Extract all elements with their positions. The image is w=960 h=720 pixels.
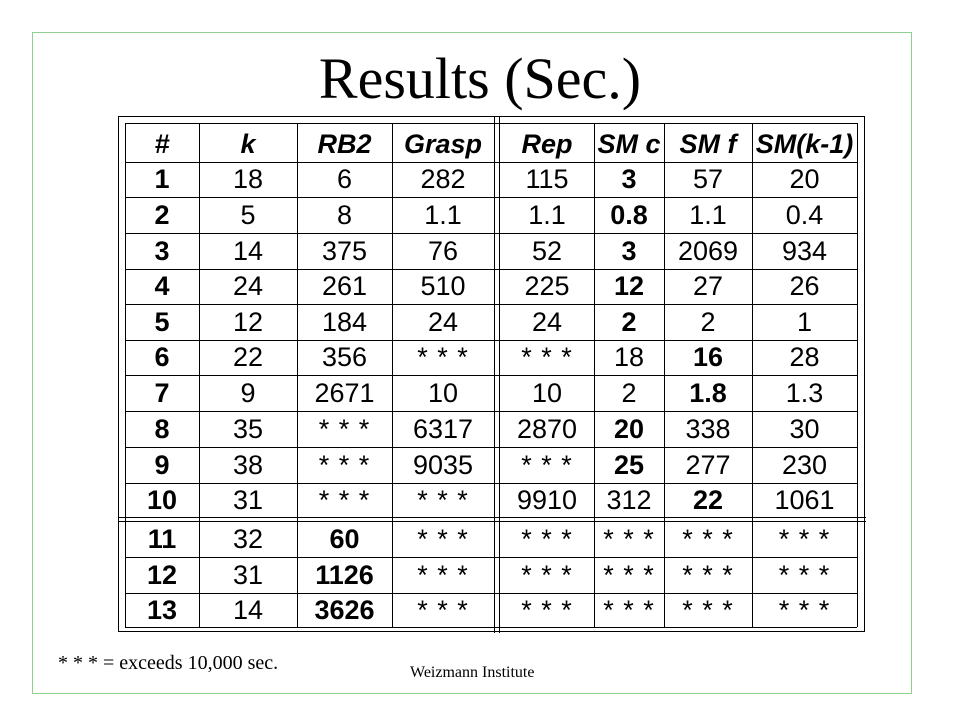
column-header: SM f — [679, 129, 737, 159]
table-cell: * * * — [682, 523, 734, 554]
table-cell: 225 — [524, 271, 570, 301]
table-cell: 375 — [321, 235, 368, 266]
table-cell: 18 — [232, 164, 264, 194]
row-index-cell: 2 — [154, 199, 170, 230]
column-header: SM c — [597, 129, 661, 159]
row-index-cell: 11 — [147, 523, 177, 554]
row-index-cell: 4 — [154, 271, 170, 301]
table-cell: 22 — [232, 342, 264, 372]
table-cell: 1.1 — [528, 199, 566, 230]
table-cell: 9 — [240, 377, 256, 408]
table-cell: 31 — [232, 559, 264, 590]
table-cell: * * * — [417, 484, 469, 515]
table-cell: 230 — [781, 449, 828, 480]
table-cell: * * * — [417, 523, 469, 554]
row-index-cell: 3 — [154, 235, 170, 266]
table-cell: * * * — [778, 594, 831, 625]
footnote: * * * = exceeds 10,000 sec. — [58, 652, 279, 674]
table-cell: 60 — [329, 523, 360, 554]
table-cell: 277 — [685, 449, 731, 480]
table-cell: 24 — [232, 271, 264, 301]
table-cell: * * * — [521, 449, 573, 480]
table-cell: 312 — [606, 484, 652, 515]
table-cell: 3 — [621, 164, 637, 194]
row-divider — [125, 123, 857, 124]
table-cell: 18 — [613, 342, 645, 372]
table-cell: 52 — [531, 235, 563, 266]
table-cell: * * * — [318, 413, 371, 444]
table-cell: 38 — [232, 449, 264, 480]
table-cell: 76 — [427, 235, 459, 266]
table-cell: * * * — [603, 523, 655, 554]
table-cell: 27 — [692, 271, 724, 301]
table-cell: 10 — [427, 377, 459, 408]
table-cell: 57 — [692, 164, 724, 194]
table-cell: 261 — [321, 271, 368, 301]
table-cell: 1 — [796, 306, 813, 337]
table-cell: * * * — [682, 594, 734, 625]
row-index-cell: 1 — [154, 164, 170, 194]
table-cell: 0.4 — [785, 199, 824, 230]
table-cell: 2 — [621, 306, 637, 337]
table-cell: 14 — [232, 235, 264, 266]
table-cell: 3626 — [314, 594, 375, 625]
results-table — [118, 116, 865, 632]
table-cell: * * * — [521, 523, 573, 554]
row-index-cell: 8 — [154, 413, 170, 444]
table-cell: 9035 — [412, 449, 474, 480]
table-cell: 5 — [240, 199, 256, 230]
table-cell: 20 — [613, 413, 645, 444]
column-header: Grasp — [403, 129, 483, 159]
table-cell: * * * — [521, 559, 573, 590]
table-cell: 28 — [789, 342, 820, 372]
table-cell: 31 — [232, 484, 264, 515]
table-cell: 282 — [420, 164, 466, 194]
table-cell: 9910 — [516, 484, 578, 515]
row-index-cell: 12 — [146, 559, 178, 590]
table-cell: 24 — [427, 306, 459, 337]
table-cell: 30 — [789, 413, 820, 444]
table-cell: 12 — [232, 306, 264, 337]
row-index-cell: 13 — [146, 594, 178, 625]
table-cell: 8 — [336, 199, 353, 230]
table-cell: * * * — [603, 559, 655, 590]
table-cell: * * * — [521, 342, 573, 372]
column-header: SM(k-1) — [755, 129, 854, 159]
table-cell: 184 — [321, 306, 368, 337]
table-cell: 35 — [232, 413, 264, 444]
table-cell: * * * — [778, 523, 831, 554]
table-cell: 1126 — [315, 559, 374, 590]
table-cell: 0.8 — [610, 199, 648, 230]
table-cell: 6 — [336, 164, 353, 194]
table-cell: 1.1 — [424, 199, 462, 230]
table-cell: * * * — [318, 449, 371, 480]
footer-institution: Weizmann Institute — [410, 664, 535, 681]
row-index-cell: 5 — [154, 306, 170, 337]
row-index-cell: 7 — [154, 377, 170, 408]
table-cell: 6317 — [412, 413, 474, 444]
table-cell: * * * — [318, 484, 371, 515]
row-index-cell: 10 — [146, 484, 178, 515]
column-header: RB2 — [317, 129, 372, 159]
table-cell: 25 — [613, 449, 645, 480]
table-cell: * * * — [417, 594, 469, 625]
table-cell: * * * — [682, 559, 734, 590]
table-cell: 356 — [321, 342, 368, 372]
table-cell: 2870 — [516, 413, 578, 444]
table-cell: 338 — [685, 413, 731, 444]
table-cell: 2 — [621, 377, 637, 408]
table-cell: 1.8 — [689, 377, 727, 408]
column-header: # — [154, 129, 170, 159]
table-cell: 934 — [781, 235, 828, 266]
column-header: k — [240, 129, 256, 159]
table-cell: 3 — [621, 235, 637, 266]
table-cell: 1.1 — [689, 199, 727, 230]
table-cell: 12 — [613, 271, 645, 301]
slide-title: Results (Sec.) — [318, 46, 642, 111]
table-cell: 510 — [420, 271, 466, 301]
table-inner-border — [857, 123, 858, 627]
table-cell: 14 — [232, 594, 264, 625]
table-cell: 24 — [531, 306, 563, 337]
column-header: Rep — [521, 129, 573, 159]
table-cell: 10 — [531, 377, 563, 408]
table-cell: 16 — [692, 342, 724, 372]
table-cell: 1061 — [774, 484, 835, 515]
table-cell: 2671 — [314, 377, 375, 408]
table-cell: * * * — [603, 594, 655, 625]
table-cell: 26 — [789, 271, 820, 301]
table-cell: * * * — [417, 342, 469, 372]
table-cell: 20 — [789, 164, 820, 194]
row-divider — [125, 627, 857, 628]
table-cell: * * * — [778, 559, 831, 590]
table-cell: 1.3 — [785, 377, 824, 408]
table-cell: * * * — [521, 594, 573, 625]
table-cell: 32 — [232, 523, 264, 554]
row-double-divider — [119, 517, 866, 518]
table-cell: * * * — [417, 559, 469, 590]
table-cell: 115 — [525, 164, 569, 194]
table-cell: 22 — [692, 484, 724, 515]
table-cell: 2 — [700, 306, 716, 337]
table-cell: 2069 — [677, 235, 739, 266]
row-index-cell: 6 — [154, 342, 170, 372]
row-index-cell: 9 — [154, 449, 170, 480]
